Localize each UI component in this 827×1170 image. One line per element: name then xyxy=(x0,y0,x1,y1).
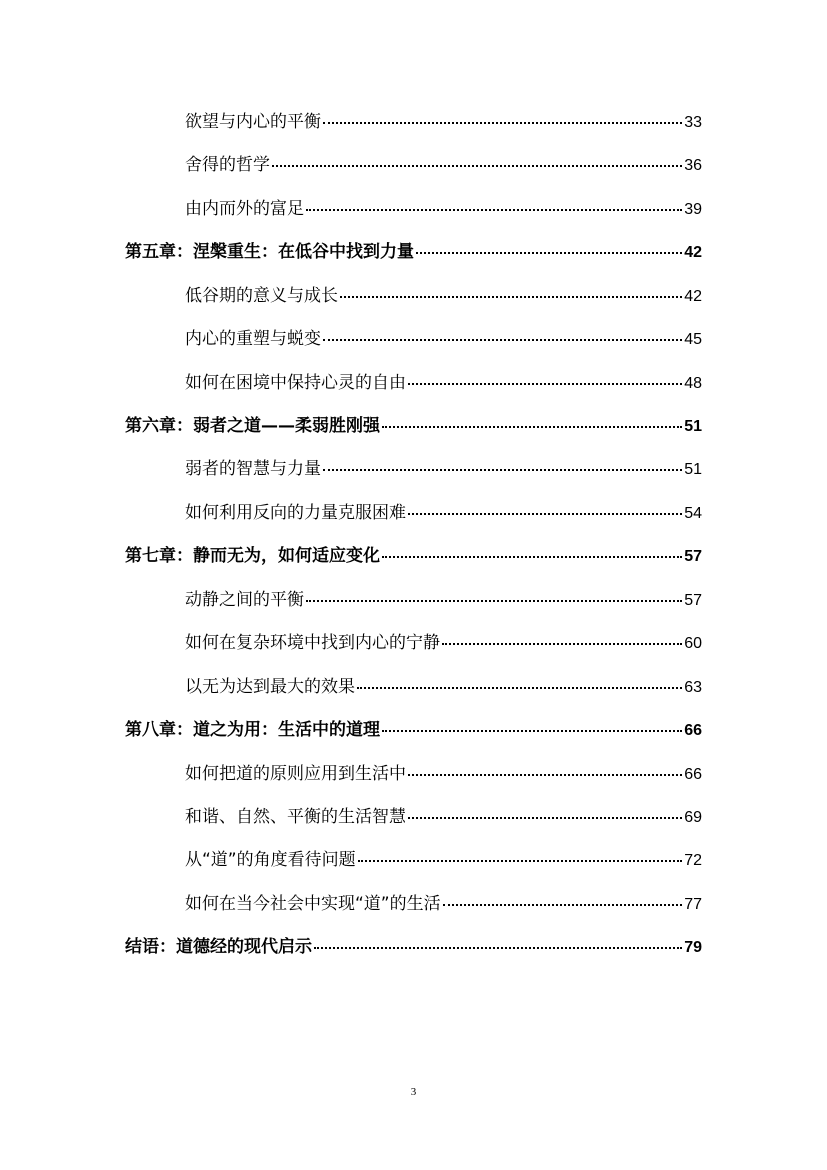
dot-leader xyxy=(340,295,682,298)
toc-entry-page: 60 xyxy=(684,635,702,652)
dot-leader xyxy=(272,164,682,167)
toc-entry-section[interactable] xyxy=(185,455,702,483)
toc-entry-chapter[interactable] xyxy=(125,238,702,266)
dot-leader xyxy=(408,512,682,515)
toc-entry-section[interactable] xyxy=(185,108,702,136)
toc-entry-title: 由内而外的富足 xyxy=(185,199,304,219)
page-number: 3 xyxy=(410,1086,417,1098)
toc-entry-title: 第五章：涅槃重生：在低谷中找到力量 xyxy=(125,242,414,262)
toc-entry-page: 66 xyxy=(684,722,702,739)
dot-leader xyxy=(306,208,682,211)
toc-entry-section[interactable] xyxy=(185,499,702,527)
dot-leader xyxy=(408,773,682,776)
toc-entry-section[interactable] xyxy=(185,586,702,614)
dot-leader xyxy=(358,859,683,862)
dot-leader xyxy=(382,729,682,732)
toc-entry-section[interactable] xyxy=(185,325,702,353)
toc-entry-chapter[interactable] xyxy=(125,716,702,744)
toc-entry-page: 39 xyxy=(684,201,702,218)
toc-entry-title: 如何在困境中保持心灵的自由 xyxy=(185,373,406,393)
toc-entry-title: 第七章：静而无为，如何适应变化 xyxy=(125,546,380,566)
dot-leader xyxy=(323,468,682,471)
dot-leader xyxy=(357,686,682,689)
toc-entry-section[interactable] xyxy=(185,890,702,918)
toc-entry-page: 72 xyxy=(684,852,702,869)
dot-leader xyxy=(306,599,682,602)
toc-entry-section[interactable] xyxy=(185,629,702,657)
toc-entry-title: 结语：道德经的现代启示 xyxy=(125,937,312,957)
toc-entry-page: 57 xyxy=(684,548,702,565)
toc-entry-page: 36 xyxy=(684,157,702,174)
toc-entry-page: 51 xyxy=(684,418,702,435)
toc-entry-title: 和谐、自然、平衡的生活智慧 xyxy=(185,807,406,827)
toc-entry-page: 33 xyxy=(684,114,702,131)
toc-entry-title: 第六章：弱者之道——柔弱胜刚强 xyxy=(125,416,380,436)
toc-entry-page: 48 xyxy=(684,375,702,392)
toc-entry-page: 77 xyxy=(684,896,702,913)
toc-entry-page: 42 xyxy=(684,288,702,305)
dot-leader xyxy=(442,642,682,645)
toc-entry-section[interactable] xyxy=(185,369,702,397)
dot-leader xyxy=(382,425,682,428)
toc-entry-chapter[interactable] xyxy=(125,412,702,440)
toc-entry-section[interactable] xyxy=(185,195,702,223)
toc-entry-page: 51 xyxy=(684,461,702,478)
dot-leader xyxy=(323,338,682,341)
toc-entry-title: 如何利用反向的力量克服困难 xyxy=(185,503,406,523)
dot-leader xyxy=(408,382,682,385)
toc-entry-section[interactable] xyxy=(185,151,702,179)
toc-entry-chapter[interactable] xyxy=(125,933,702,961)
toc-entry-title: 从“道”的角度看待问题 xyxy=(185,850,356,870)
dot-leader xyxy=(408,816,682,819)
toc-entry-title: 如何在当今社会中实现“道”的生活 xyxy=(185,894,441,914)
toc-entry-title: 动静之间的平衡 xyxy=(185,590,304,610)
toc-entry-title: 欲望与内心的平衡 xyxy=(185,112,321,132)
toc-entry-page: 57 xyxy=(684,592,702,609)
toc-entry-section[interactable] xyxy=(185,760,702,788)
dot-leader xyxy=(443,903,683,906)
toc-entry-page: 66 xyxy=(684,766,702,783)
toc-entry-section[interactable] xyxy=(185,282,702,310)
dot-leader xyxy=(323,121,682,124)
toc-entry-title: 低谷期的意义与成长 xyxy=(185,286,338,306)
toc-entry-title: 内心的重塑与蜕变 xyxy=(185,329,321,349)
toc-entry-page: 45 xyxy=(684,331,702,348)
dot-leader xyxy=(416,251,682,254)
toc-entry-title: 舍得的哲学 xyxy=(185,155,270,175)
toc-entry-page: 63 xyxy=(684,679,702,696)
toc-entry-title: 如何在复杂环境中找到内心的宁静 xyxy=(185,633,440,653)
toc-entry-chapter[interactable] xyxy=(125,542,702,570)
toc-entry-title: 如何把道的原则应用到生活中 xyxy=(185,764,406,784)
toc-entry-title: 弱者的智慧与力量 xyxy=(185,459,321,479)
toc-entry-page: 79 xyxy=(684,939,702,956)
toc-entry-page: 69 xyxy=(684,809,702,826)
toc-entry-page: 54 xyxy=(684,505,702,522)
toc-entry-title: 以无为达到最大的效果 xyxy=(185,677,355,697)
toc-entry-page: 42 xyxy=(684,244,702,261)
dot-leader xyxy=(314,946,682,949)
toc-entry-section[interactable] xyxy=(185,846,702,874)
toc-entry-section[interactable] xyxy=(185,673,702,701)
toc-entry-section[interactable] xyxy=(185,803,702,831)
dot-leader xyxy=(382,555,682,558)
toc-entry-title: 第八章：道之为用：生活中的道理 xyxy=(125,720,380,740)
